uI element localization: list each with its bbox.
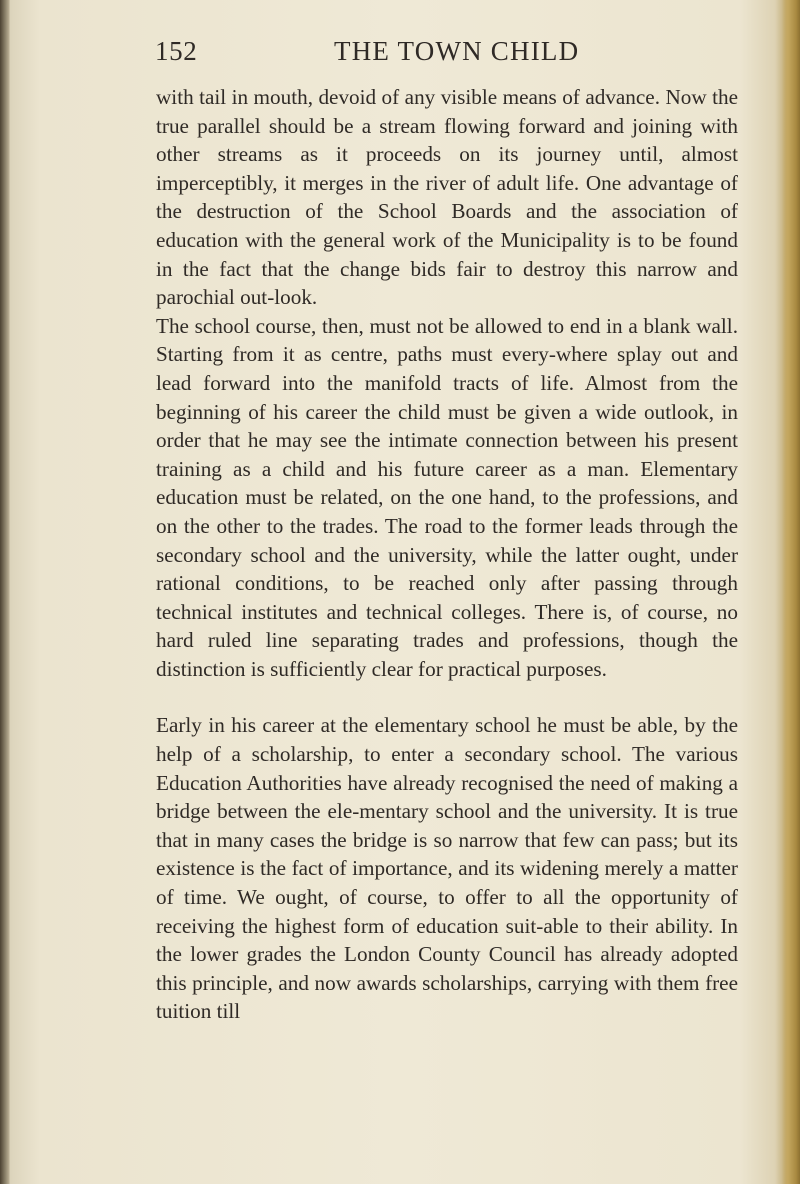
- body-text: [156, 83, 738, 1026]
- paragraph-2: The school course, then, must not be allowed to end in a blank wall. Starting from it as centre, paths must every-where splay out and lead forward into the manifold tracts of life. Almost from the beginning of his career the child must be given a wide outlook, in order that he may see the intimate connection between his present training as a child and his future career as a man. Elementary education must be related, on the one hand, to the professions, and on the other to the trades. The road to the former leads through the secondary school and the university, while the latter ought, under rational conditions, to be reached only after passing through technical institutes and technical colleges. There is, of course, no hard ruled line separating trades and professions, though the distinction is sufficiently clear for practical purposes.: [156, 313, 738, 681]
- paragraph-1: with tail in mouth, devoid of any visible means of advance. Now the true parallel should be a stream flowing forward and joining with other streams as it proceeds on its journey until, almost imperceptibly, it merges in the river of adult life. One advantage of the destruction of the School Boards and the association of education with the general work of the Municipality is to be found in the fact that the change bids fair to destroy this narrow and parochial out-look.: [156, 85, 738, 310]
- paragraph-3: Early in his career at the elementary school he must be able, by the help of a scholarship, to enter a secondary school. The various Education Authorities have already recognised the need of making a bridge between the ele-mentary school and the university. It is true that in many cases the bridge is so narrow that few can pass; but its existence is the fact of importance, and its widening merely a matter of time. We ought, of course, to offer to all the opportunity of receiving the highest form of education suit-able to their ability. In the lower grades the London County Council has already adopted this principle, and now awards scholarships, carrying with them free tuition till: [156, 713, 738, 1024]
- running-head: [0, 36, 800, 76]
- page-edge: [782, 0, 800, 1184]
- running-title: THE TOWN CHILD: [334, 36, 580, 66]
- page-number: 152: [155, 36, 198, 66]
- binding-gutter: [0, 0, 10, 1184]
